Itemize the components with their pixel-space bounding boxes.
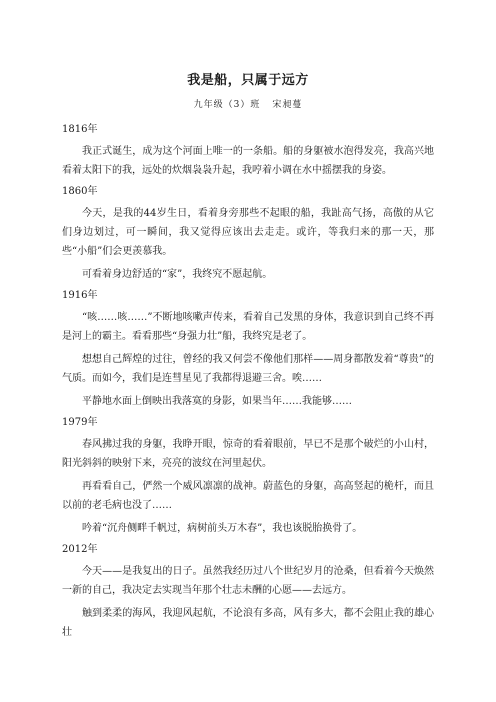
paragraph: “咳……咳……”不断地咳嗽声传来，看着自己发黑的身体，我意识到自己终不再是河上的霸主。看看那些“身强力壮”船，我终究是老了。 [62,312,434,342]
section-year: 1916年 [62,290,98,301]
document-title: 我是船，只属于远方 [187,73,309,88]
section-1860 [62,184,434,284]
paragraph: 吟着“沉舟侧畔千帆过，病树前头万木春”，我也该脱胎换骨了。 [82,523,363,534]
section-2012 [62,542,434,642]
paragraph: 想想自己辉煌的过往，曾经的我又何尝不像他们那样——周身都散发着“尊贵”的气质。而如今，我们是连彗星见了我都得退避三舍。唉…… [62,354,434,384]
section-1916 [62,288,434,411]
paragraph: 春风拂过我的身躯，我睁开眼，惊奇的看着眼前，早已不是那个破烂的小山村，阳光斜斜的映射下来，亮亮的波纹在河里起伏。 [62,439,434,469]
section-1979 [62,415,434,538]
byline-author: 宋昶蔓 [272,100,303,110]
paragraph: 可看着身边舒适的“家”，我终究不愿起航。 [82,269,273,280]
byline-class: 九年级（3）班 [193,100,261,110]
paragraph: 今天，是我的44岁生日，看着身旁那些不起眼的船，我趾高气扬，高傲的从它们身边划过，可一瞬间，我又觉得应该出去走走。或许，等我归来的那一天，那些“小船”们会更羡慕我。 [62,208,434,257]
paragraph: 触到柔柔的海风，我迎风起航，不论浪有多高，风有多大，都不会阻止我的雄心壮 [62,608,434,638]
byline [62,98,434,112]
section-year: 1816年 [62,124,98,135]
section-year: 1979年 [62,417,98,428]
paragraph: 我正式诞生，成为这个河面上唯一的一条船。船的身躯被水泡得发亮，我高兴地看着太阳下的我，远处的炊烟袅袅升起，我哼着小调在水中摇摆我的身姿。 [62,146,434,176]
paragraph: 今天——是我复出的日子。虽然我经历过八个世纪岁月的沧桑，但看着今天焕然一新的自己，我决定去实现当年那个壮志未酬的心愿——去远方。 [62,566,434,596]
paragraph: 再看看自己，俨然一个威风凛凛的战神。蔚蓝色的身躯，高高竖起的桅杆，而且以前的老毛病也没了…… [62,481,434,511]
paragraph: 平静地水面上倒映出我落寞的身影，如果当年……我能够…… [82,396,352,407]
section-year: 1860年 [62,186,98,197]
section-year: 2012年 [62,544,98,555]
document-page [62,72,434,646]
section-1816 [62,122,434,180]
